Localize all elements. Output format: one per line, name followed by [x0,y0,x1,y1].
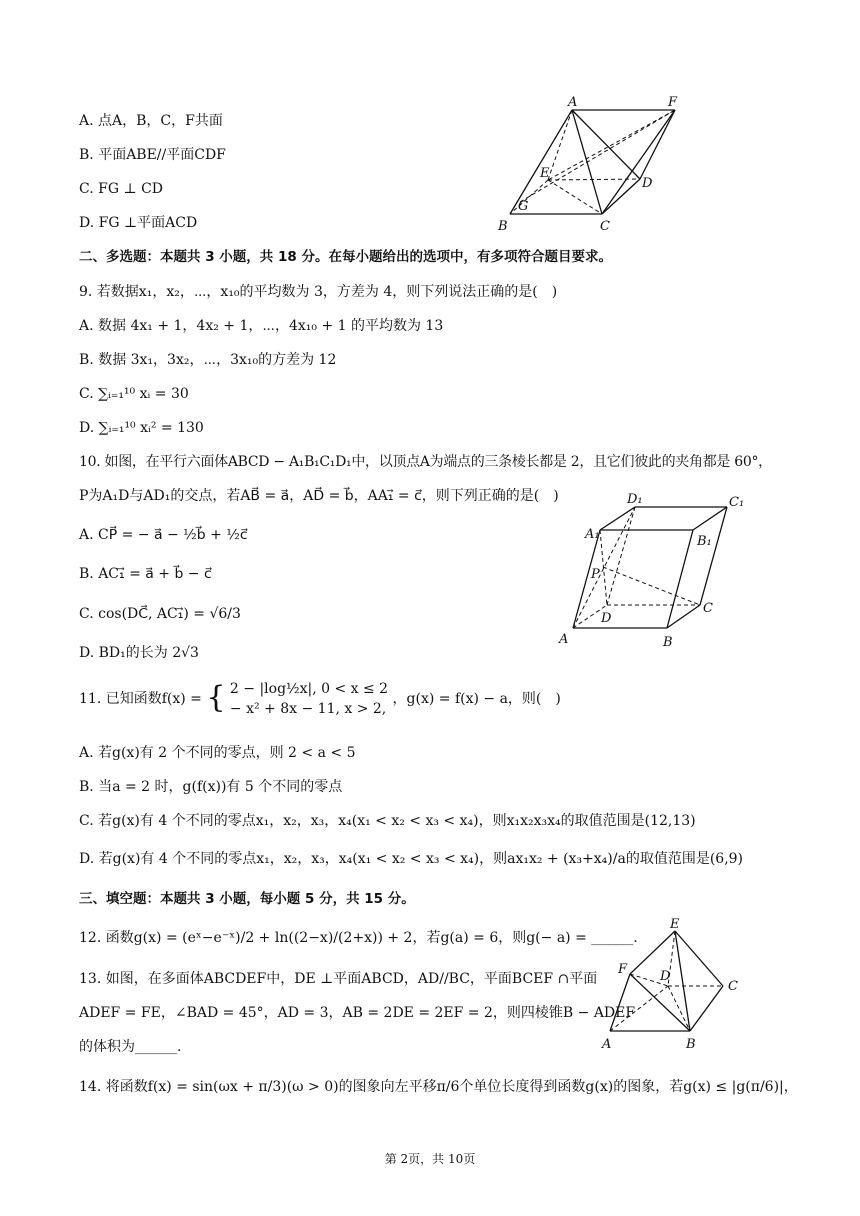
q8-option-d: D. FG ⊥平面ACD [79,215,198,231]
q10-option-c: C. cos(DC⃗, AC₁⃗) = √6/3 [79,606,241,622]
q13-label-c: C [728,979,738,994]
q13-label-d: D [660,969,671,984]
q8-label-a: A [568,95,578,110]
q8-option-b: B. 平面ABE//平面CDF [79,147,226,163]
q11-option-c: C. 若g(x)有 4 个不同的零点x₁，x₂，x₃，x₄(x₁ < x₂ < x₃ < x₄)，则x₁x₂x₃x₄的取值范围是(12,13) [79,813,696,829]
q13-label-f: F [618,962,628,977]
q10-label-d1: D₁ [627,492,643,507]
q8-label-d: D [642,176,653,191]
q10-stem-line2: P为A₁D与AD₁的交点，若AB⃗ = a⃗，AD⃗ = b⃗，AA₁⃗ = c⃗，则下列正确的是( ) [79,488,559,504]
q10-option-b: B. AC₁⃗ = a⃗ + b⃗ − c⃗ [79,566,212,582]
q10-label-b1: B₁ [697,534,712,549]
q13-label-b: B [686,1037,696,1052]
q8-label-c: C [600,219,610,234]
q13-figure [598,916,758,1056]
q8-figure [490,92,690,234]
q11-case1: 2 − |log½x|, 0 < x ≤ 2 [229,681,389,697]
section3-header: 三、填空题：本题共 3 小题，每小题 5 分，共 15 分。 [79,891,415,907]
q11-option-d: D. 若g(x)有 4 个不同的零点x₁，x₂，x₃，x₄(x₁ < x₂ < x₃ < x₄)，则ax₁x₂ + (x₃+x₄)/a的取值范围是(6,9) [79,851,744,867]
q8-label-b: B [498,219,508,234]
q13-label-a: A [602,1037,612,1052]
q10-label-c1: C₁ [729,495,745,510]
q8-option-a: A. 点A，B，C，F共面 [79,113,223,129]
q13-line2: ADEF = FE，∠BAD = 45°，AD = 3，AB = 2DE = 2EF = 2，则四棱锥B − ADEF [79,1005,636,1021]
q10-stem-line1: 10. 如图，在平行六面体ABCD − A₁B₁C₁D₁中，以顶点A为端点的三条棱长都是 2，且它们彼此的夹角都是 60°， [79,454,772,470]
q9-option-c: C. ∑ᵢ₌₁¹⁰ xᵢ = 30 [79,386,189,402]
q10-label-c: C [703,601,713,616]
q10-option-a: A. CP⃗ = − a⃗ − ½b⃗ + ½c⃗ [79,527,248,543]
q11-option-a: A. 若g(x)有 2 个不同的零点，则 2 < a < 5 [79,745,356,761]
q11-option-b: B. 当a = 2 时，g(f(x))有 5 个不同的零点 [79,779,343,795]
q11-cases [230,679,388,719]
q10-figure [555,490,755,655]
page-footer: 第 2页，共 10页 [384,1152,476,1166]
q10-label-p: P [591,567,600,582]
q11-prefix: 11. 已知函数f(x) = [79,691,202,707]
q8-label-e: E [540,166,550,181]
q9-option-d: D. ∑ᵢ₌₁¹⁰ xᵢ² = 130 [79,420,204,436]
q8-label-g: G [518,199,529,214]
q11-stem [79,679,561,719]
q9-option-a: A. 数据 4x₁ + 1，4x₂ + 1，⋯，4x₁₀ + 1 的平均数为 13 [79,318,444,334]
q13-line3: 的体积为______. [79,1039,182,1055]
q14-stem: 14. 将函数f(x) = sin(ωx + π/3)(ω > 0)的图象向左平移π/6个单位长度得到函数g(x)的图象，若g(x) ≤ |g(π/6)|， [79,1079,798,1095]
q10-label-a: A [559,632,569,647]
section2-header: 二、多选题：本题共 3 小题，共 18 分。在每小题给出的选项中，有多项符合题目要求。 [79,249,612,265]
q11-suffix: ，g(x) = f(x) − a，则( ) [392,691,561,707]
q13-label-e: E [670,917,680,932]
q8-label-f: F [668,95,678,110]
q10-label-b: B [663,635,673,650]
q12-stem: 12. 函数g(x) = (eˣ−e⁻ˣ)/2 + ln((2−x)/(2+x)) + 2，若g(a) = 6，则g(− a) = ______. [79,930,638,946]
q10-label-d: D [601,611,612,626]
q8-option-c: C. FG ⊥ CD [79,181,164,197]
q9-stem: 9. 若数据x₁，x₂，⋯，x₁₀的平均数为 3，方差为 4，则下列说法正确的是( ) [79,284,558,300]
q11-case2: − x² + 8x − 11, x > 2, [229,701,387,717]
q9-option-b: B. 数据 3x₁，3x₂，⋯，3x₁₀的方差为 12 [79,352,337,368]
q10-option-d: D. BD₁的长为 2√3 [79,645,199,661]
q10-label-a1: A₁ [585,527,600,542]
q11-brace: { [206,680,226,715]
q13-line1: 13. 如图，在多面体ABCDEF中，DE ⊥平面ABCD，AD//BC，平面BCEF ∩平面 [79,971,598,987]
